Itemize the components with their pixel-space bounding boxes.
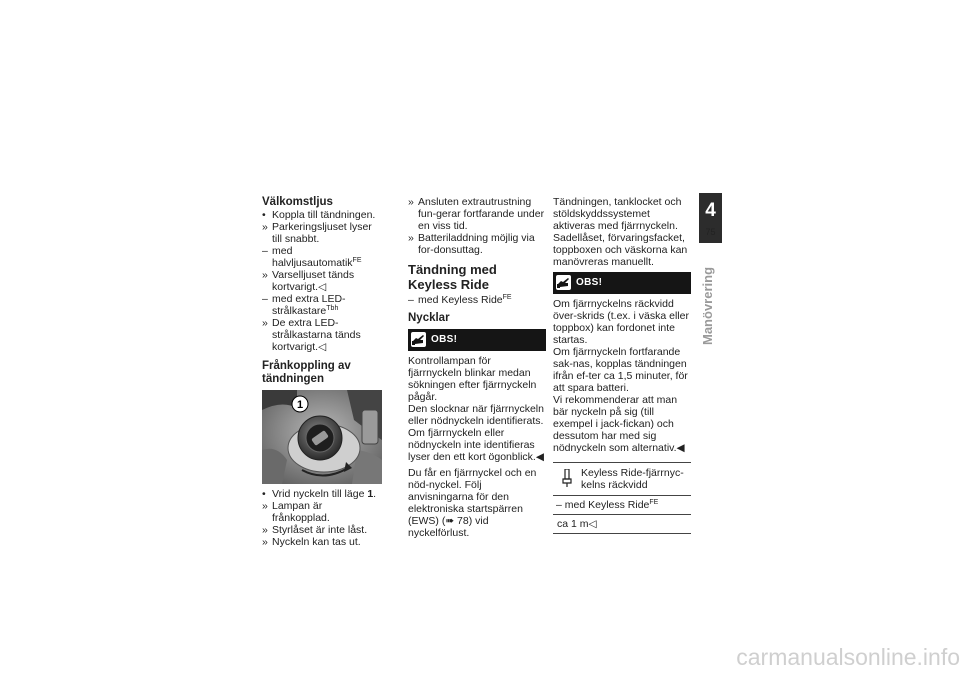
notice-hand-icon [411, 332, 426, 347]
column-3 [553, 196, 691, 534]
column-1 [262, 196, 382, 548]
paragraph: Om fjärrnyckelns räckvidd över-skrids (t.ex. i väska eller toppbox) kan fordonet inte startas. [553, 298, 689, 346]
list-item: • Koppla till tändningen. [262, 209, 376, 221]
spec-table-condition: – med Keyless Ride$^{FE}$ [553, 496, 691, 515]
notice-banner [553, 272, 691, 294]
keys-heading: Nycklar [408, 312, 450, 324]
paragraph: Om fjärrnyckeln fortfarande sak-nas, kopplas tändningen ifrån ef-ter ca 1,5 minuter, för att spara batteri. [553, 346, 688, 394]
section-label-vertical [685, 265, 745, 345]
notice-label: OBS! [576, 277, 603, 288]
paragraph: Om fjärrnyckeln eller nödnyckeln inte identifieras lyser den ett kort ögonblick.◀ [408, 427, 544, 463]
spec-table-header: Keyless Ride-fjärrnyc-kelns räckvidd [553, 463, 691, 496]
list-item: » Batteriladdning möjlig via for-donsuttag. [408, 232, 535, 256]
paragraph: Kontrollampan för fjärrnyckeln blinkar medan sökningen efter fjärrnyckeln pågår. [408, 355, 537, 403]
figure-callout-label: 1 [296, 399, 304, 411]
list-item: » Nyckeln kan tas ut. [262, 536, 361, 548]
list-item: » Styrlåset är inte låst. [262, 524, 368, 536]
paragraph: Vi rekommenderar att man bär nyckeln på sig (till exempel i jack-fickan) och dessutom har med sig nödnyckeln som alternativ.◀ [553, 394, 685, 454]
paragraph: Tändningen, tanklocket och stöldskyddssystemet aktiveras med fjärrnyckeln. Sadellåset, förvaringsfacket, toppboxen och väskorna kan manövreras manuellt. [553, 196, 688, 268]
notice-hand-icon [556, 275, 571, 290]
notice-label: OBS! [431, 334, 458, 345]
list-item: » Parkeringsljuset lyser till snabbt. [262, 221, 372, 245]
page-number: 75 [705, 227, 716, 237]
tool-icon [561, 469, 573, 490]
ignition-lock-photo [262, 390, 382, 484]
svg-text:Manövrering: Manövrering [700, 266, 715, 345]
list-item: » Ansluten extrautrustning fun-gerar fortfarande under en viss tid. [408, 196, 545, 232]
paragraph: Du får en fjärrnyckel och en nöd-nyckel. Följ anvisningarna för den elektroniska startspärren (EWS) (➠ 78) vid nyckelförlust. [408, 467, 537, 539]
condition-line: – med extra LED-strålkastare$^{Tbh}$ [262, 293, 346, 317]
notice-banner [408, 329, 546, 351]
paragraph: Den slocknar när fjärrnyckeln eller nödnyckeln identifierats. [408, 403, 544, 427]
spec-table-value: ca 1 m◁ [557, 518, 597, 530]
list-item: • Vrid nyckeln till läge 1. [262, 488, 377, 500]
watermark: carmanualsonline.info [736, 644, 960, 670]
welcome-light-heading: Välkomstljus [262, 196, 333, 208]
column-2 [408, 196, 546, 539]
condition-line: – med Keyless Ride$^{FE}$ [408, 294, 512, 306]
list-item: » Lampan är frånkopplad. [262, 500, 330, 524]
condition-line: – med halvljusautomatik$^{FE}$ [262, 245, 362, 269]
list-item: » Varselljuset tänds kortvarigt.◁ [262, 269, 355, 293]
chapter-number: 4 [705, 200, 716, 221]
spec-table [553, 462, 691, 534]
keyless-ride-heading: Tändning med Keyless Ride [408, 262, 497, 292]
ignition-off-heading: Frånkoppling av tändningen [262, 360, 351, 385]
list-item: » De extra LED-strålkastarna tänds kortvarigt.◁ [262, 317, 361, 353]
